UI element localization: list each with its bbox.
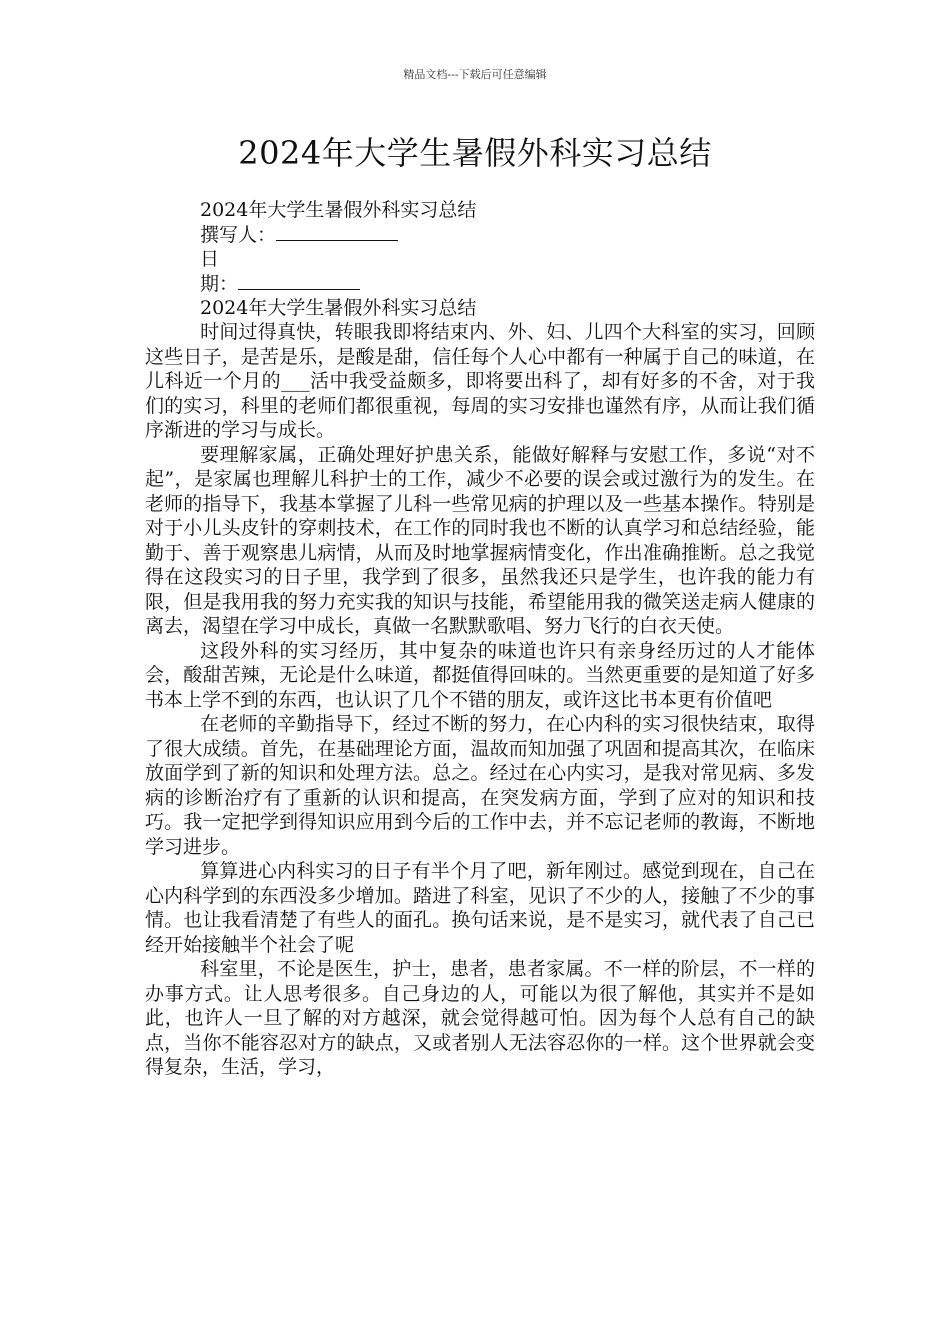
meta-author-line — [200, 223, 476, 248]
paragraph: 算算进心内科实习的日子有半个月了吧，新年刚过。感觉到现在，自己在心内科学到的东西没多少增加。踏进了科室，见识了不少的人，接触了不少的事情。也让我看清楚了有些人的面孔。换句话来说，是不是实习，就代表了自己已经开始接触半个社会了呢 — [145, 860, 815, 956]
paragraph: 要理解家属，正确处理好护患关系，能做好解释与安慰工作，多说“对不起”，是家属也理解儿科护士的工作，减少不必要的误会或过激行为的发生。在老师的指导下，我基本掌握了儿科一些常见病的护理以及一些基本操作。特别是对于小儿头皮针的穿刺技术，在工作的同时我也不断的认真学习和总结经验，能勤于、善于观察患儿病情，从而及时地掌握病情变化，作出准确推断。总之我觉得在这段实习的日子里，我学到了很多，虽然我还只是学生，也许我的能力有限，但是我用我的努力充实我的知识与技能，希望能用我的微笑送走病人健康的离去，渴望在学习中成长，真做一名默默歌唱、努力飞行的白衣天使。 — [145, 443, 815, 637]
meta-repeat-title: 2024年大学生暑假外科实习总结 — [200, 297, 477, 319]
header-note: 精品文档---下载后可任意编辑 — [403, 68, 547, 81]
document-title: 2024年大学生暑假外科实习总结 — [238, 134, 712, 172]
date-label: 期： — [200, 272, 239, 295]
meta-doc-title: 2024年大学生暑假外科实习总结 — [200, 199, 477, 221]
paragraph: 在老师的辛勤指导下，经过不断的努力，在心内科的实习很快结束，取得了很大成绩。首先，在基础理论方面，温故而知加强了巩固和提高其次，在临床放面学到了新的知识和处理方法。总之。经过在心内实习，是我对常见病、多发病的诊断治疗有了重新的认识和提高，在突发病方面，学到了应对的知识和技巧。我一定把学到得知识应用到今后的工作中去，并不忘记老师的教诲，不断地学习进步。 — [145, 713, 815, 858]
meta-date-line — [200, 272, 476, 297]
document-body — [145, 320, 815, 1080]
paragraph: 科室里，不论是医生，护士，患者，患者家属。不一样的阶层，不一样的办事方式。让人思考很多。自己身边的人，可能以为很了解他，其实并不是如此，也许人一旦了解的对方越深，就会觉得越可怕。因为每个人总有自己的缺点，当你不能容忍对方的缺点，又或者别人无法容忍你的一样。这个世界就会变得复杂，生活，学习， — [145, 958, 815, 1078]
date-blank — [238, 273, 360, 290]
paragraph: 这段外科的实习经历，其中复杂的味道也许只有亲身经历过的人才能体会，酸甜苦辣，无论是什么味道，都挺值得回味的。当然更重要的是知道了好多书本上学不到的东西，也认识了几个不错的朋友，或许这比书本更有价值吧 — [145, 639, 815, 711]
author-label: 撰写人： — [200, 223, 277, 246]
paragraph: 时间过得真快，转眼我即将结束内、外、妇、儿四个大科室的实习，回顾这些日子，是苦是乐，是酸是甜，信任每个人心中都有一种属于自己的味道，在儿科近一个月的___活中我受益颇多，即将要出科了，却有好多的不舍，对于我们的实习，科里的老师们都很重视，每周的实习安排也谨然有序，从而让我们循序渐进的学习与成长。 — [145, 321, 815, 441]
author-blank — [276, 224, 398, 241]
document-meta — [200, 198, 476, 321]
meta-date-label-1: 日 — [200, 248, 220, 270]
